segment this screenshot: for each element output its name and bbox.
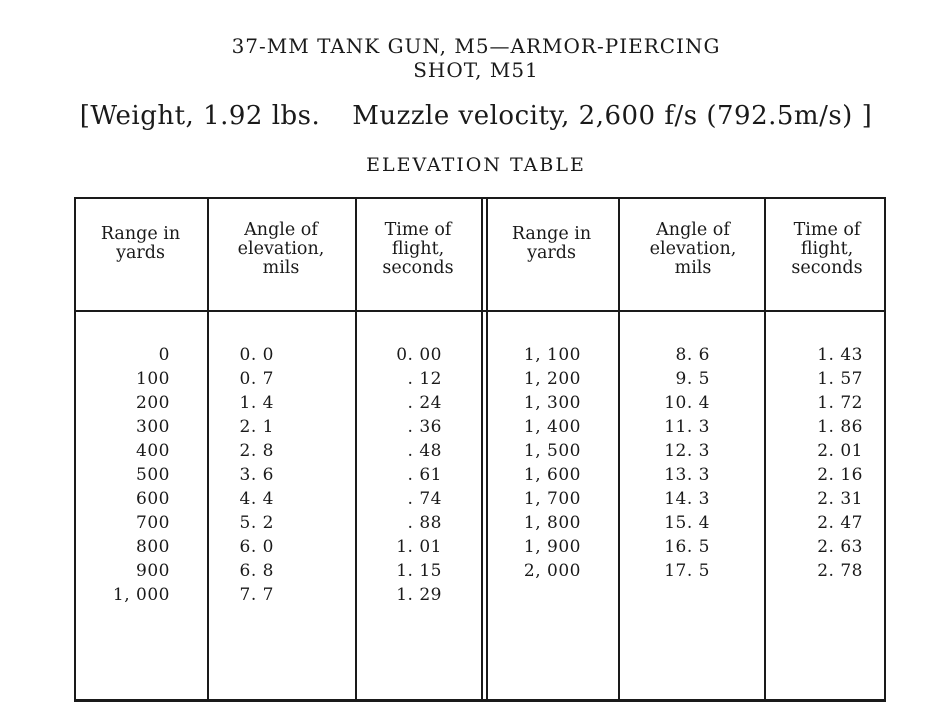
table-cell: 6. 8 <box>239 561 274 581</box>
table-cell: 2. 16 <box>817 465 863 485</box>
velocity-spec: Muzzle velocity, 2,600 f/s (792.5m/s) ] <box>352 101 873 131</box>
table-cell: 4. 4 <box>239 489 274 509</box>
table-cell: 12. 3 <box>664 441 710 461</box>
column-header-line: seconds <box>382 258 454 278</box>
table-cell: 0. 00 <box>396 345 442 365</box>
table-cell: 1. 15 <box>396 561 442 581</box>
table-cell: 2. 63 <box>817 537 863 557</box>
column-header-line: flight, <box>391 239 445 259</box>
table-cell: . 88 <box>407 513 442 533</box>
table-cell: . 48 <box>407 441 442 461</box>
table-cell: 2. 78 <box>817 561 863 581</box>
table-cell: 1, 300 <box>523 393 581 413</box>
table-cell: 700 <box>136 513 170 533</box>
column-header <box>74 225 207 263</box>
table-cell: 3. 6 <box>239 465 274 485</box>
column-header-line: flight, <box>800 239 854 259</box>
table-cell: 400 <box>136 441 170 461</box>
table-cell: . 12 <box>407 369 442 389</box>
document-title-line2: SHOT, M51 <box>413 58 539 82</box>
table-cell: 900 <box>136 561 170 581</box>
column-header-line: yards <box>527 243 576 263</box>
table-cell: 6. 0 <box>239 537 274 557</box>
table-cell: 300 <box>136 417 170 437</box>
table-cell: 1, 500 <box>523 441 581 461</box>
table-cell: 13. 3 <box>664 465 710 485</box>
table-cell: 1, 900 <box>523 537 581 557</box>
table-cell: 9. 5 <box>675 369 710 389</box>
table-cell: 1, 100 <box>523 345 581 365</box>
table-column-rule <box>481 199 483 699</box>
table-cell: 17. 5 <box>664 561 710 581</box>
table-cell: 2. 1 <box>239 417 274 437</box>
table-cell: 1. 01 <box>396 537 442 557</box>
table-cell: 11. 3 <box>664 417 710 437</box>
column-header <box>485 225 618 263</box>
table-cell: 1, 800 <box>523 513 581 533</box>
table-cell: 1. 57 <box>817 369 863 389</box>
column-header-line: Range in <box>511 224 592 244</box>
table-cell: . 36 <box>407 417 442 437</box>
column-header-line: mils <box>262 258 300 278</box>
table-caption: ELEVATION TABLE <box>366 154 586 176</box>
column-header-line: Angle of <box>244 220 318 240</box>
column-header <box>207 221 355 278</box>
column-header-line: elevation, <box>649 239 737 259</box>
column-header-line: Time of <box>793 220 861 240</box>
table-cell: 1, 600 <box>523 465 581 485</box>
table-cell: 16. 5 <box>664 537 710 557</box>
column-header <box>768 221 886 278</box>
table-cell: 500 <box>136 465 170 485</box>
table-cell: 0. 0 <box>239 345 274 365</box>
table-cell: . 61 <box>407 465 442 485</box>
table-cell: 7. 7 <box>239 585 274 605</box>
table-column-rule <box>764 199 766 699</box>
column-header <box>622 221 764 278</box>
table-cell: . 74 <box>407 489 442 509</box>
table-cell: 100 <box>136 369 170 389</box>
table-cell: 1. 43 <box>817 345 863 365</box>
column-header-line: elevation, <box>237 239 325 259</box>
table-cell: 2. 01 <box>817 441 863 461</box>
table-cell: 1, 700 <box>523 489 581 509</box>
specifications-line <box>0 101 952 131</box>
table-cell: 1, 400 <box>523 417 581 437</box>
table-column-rule <box>486 199 488 699</box>
table-bottom-rule <box>74 699 886 702</box>
table-cell: 10. 4 <box>664 393 710 413</box>
column-header-line: Angle of <box>656 220 730 240</box>
table-cell: 800 <box>136 537 170 557</box>
table-cell: 14. 3 <box>664 489 710 509</box>
column-header-line: seconds <box>791 258 863 278</box>
document-title: 37-MM TANK GUN, M5—ARMOR-PIERCING <box>231 34 721 58</box>
weight-spec: [Weight, 1.92 lbs. <box>79 101 321 131</box>
table-cell: 200 <box>136 393 170 413</box>
column-header-line: Time of <box>384 220 452 240</box>
table-cell: 1, 000 <box>112 585 170 605</box>
table-cell: 2. 8 <box>239 441 274 461</box>
table-cell: 1. 4 <box>239 393 274 413</box>
table-cell: 1. 72 <box>817 393 863 413</box>
table-cell: 600 <box>136 489 170 509</box>
table-cell: . 24 <box>407 393 442 413</box>
table-cell: 1, 200 <box>523 369 581 389</box>
column-header-line: yards <box>116 243 165 263</box>
table-column-rule <box>618 199 620 699</box>
table-cell: 15. 4 <box>664 513 710 533</box>
column-header-line: mils <box>674 258 712 278</box>
table-cell: 2, 000 <box>523 561 581 581</box>
table-cell: 0. 7 <box>239 369 274 389</box>
table-cell: 5. 2 <box>239 513 274 533</box>
table-cell: 1. 86 <box>817 417 863 437</box>
table-cell: 8. 6 <box>675 345 710 365</box>
column-header-line: Range in <box>100 224 181 244</box>
elevation-table <box>74 197 886 702</box>
column-header <box>355 221 481 278</box>
table-cell: 2. 31 <box>817 489 863 509</box>
table-column-rule <box>74 199 76 699</box>
table-cell: 2. 47 <box>817 513 863 533</box>
table-cell: 0 <box>158 345 170 365</box>
table-cell: 1. 29 <box>396 585 442 605</box>
